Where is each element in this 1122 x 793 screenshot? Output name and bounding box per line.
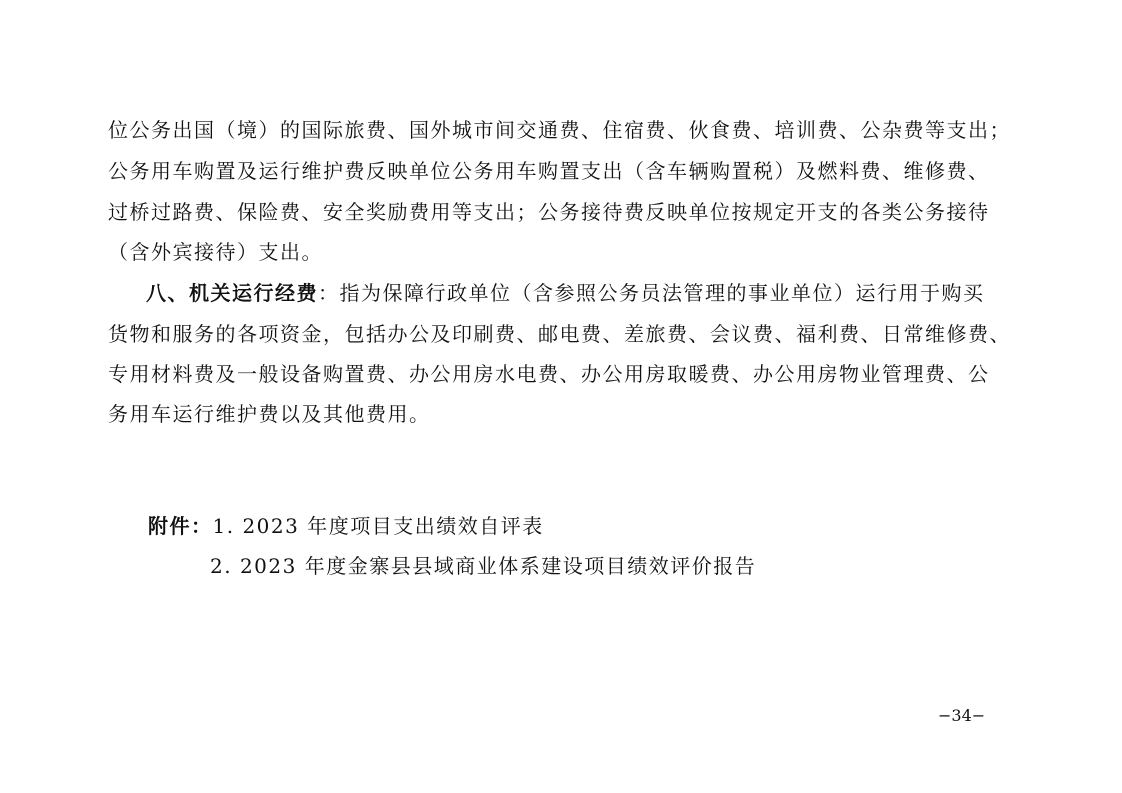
paragraph-line: 专用材料费及一般设备购置费、办公用房水电费、办公用房取暖费、办公用房物业管理费、公 bbox=[108, 362, 990, 386]
section-8-heading: 八、机关运行经费 bbox=[146, 281, 318, 305]
paragraph-line: 公务用车购置及运行维护费反映单位公务用车购置支出（含车辆购置税）及燃料费、维修费、 bbox=[108, 159, 990, 183]
attachment-text-1: 1. 2023 年度项目支出绩效自评表 bbox=[212, 514, 544, 538]
paragraph-line: 位公务出国（境）的国际旅费、国外城市间交通费、住宿费、伙食费、培训费、公杂费等支出； bbox=[108, 118, 1011, 142]
attachment-item-2: 2. 2023 年度金寨县县域商业体系建设项目绩效评价报告 bbox=[210, 554, 757, 578]
paragraph-line: 过桥过路费、保险费、安全奖励费用等支出；公务接待费反映单位按规定开支的各类公务接待 bbox=[108, 200, 990, 224]
section-8-text: ：指为保障行政单位（含参照公务员法管理的事业单位）运行用于购买 bbox=[318, 281, 985, 305]
paragraph-line: 务用车运行维护费以及其他费用。 bbox=[108, 402, 431, 426]
paragraph-line: 货物和服务的各项资金，包括办公及印刷费、邮电费、差旅费、会议费、福利费、日常维修费、 bbox=[108, 322, 1011, 346]
section-8-first-line bbox=[146, 279, 985, 307]
attachment-item-1 bbox=[148, 512, 544, 540]
paragraph-line: （含外宾接待）支出。 bbox=[108, 240, 323, 264]
attachment-label: 附件： bbox=[148, 514, 213, 538]
page-number: −34− bbox=[938, 706, 986, 725]
